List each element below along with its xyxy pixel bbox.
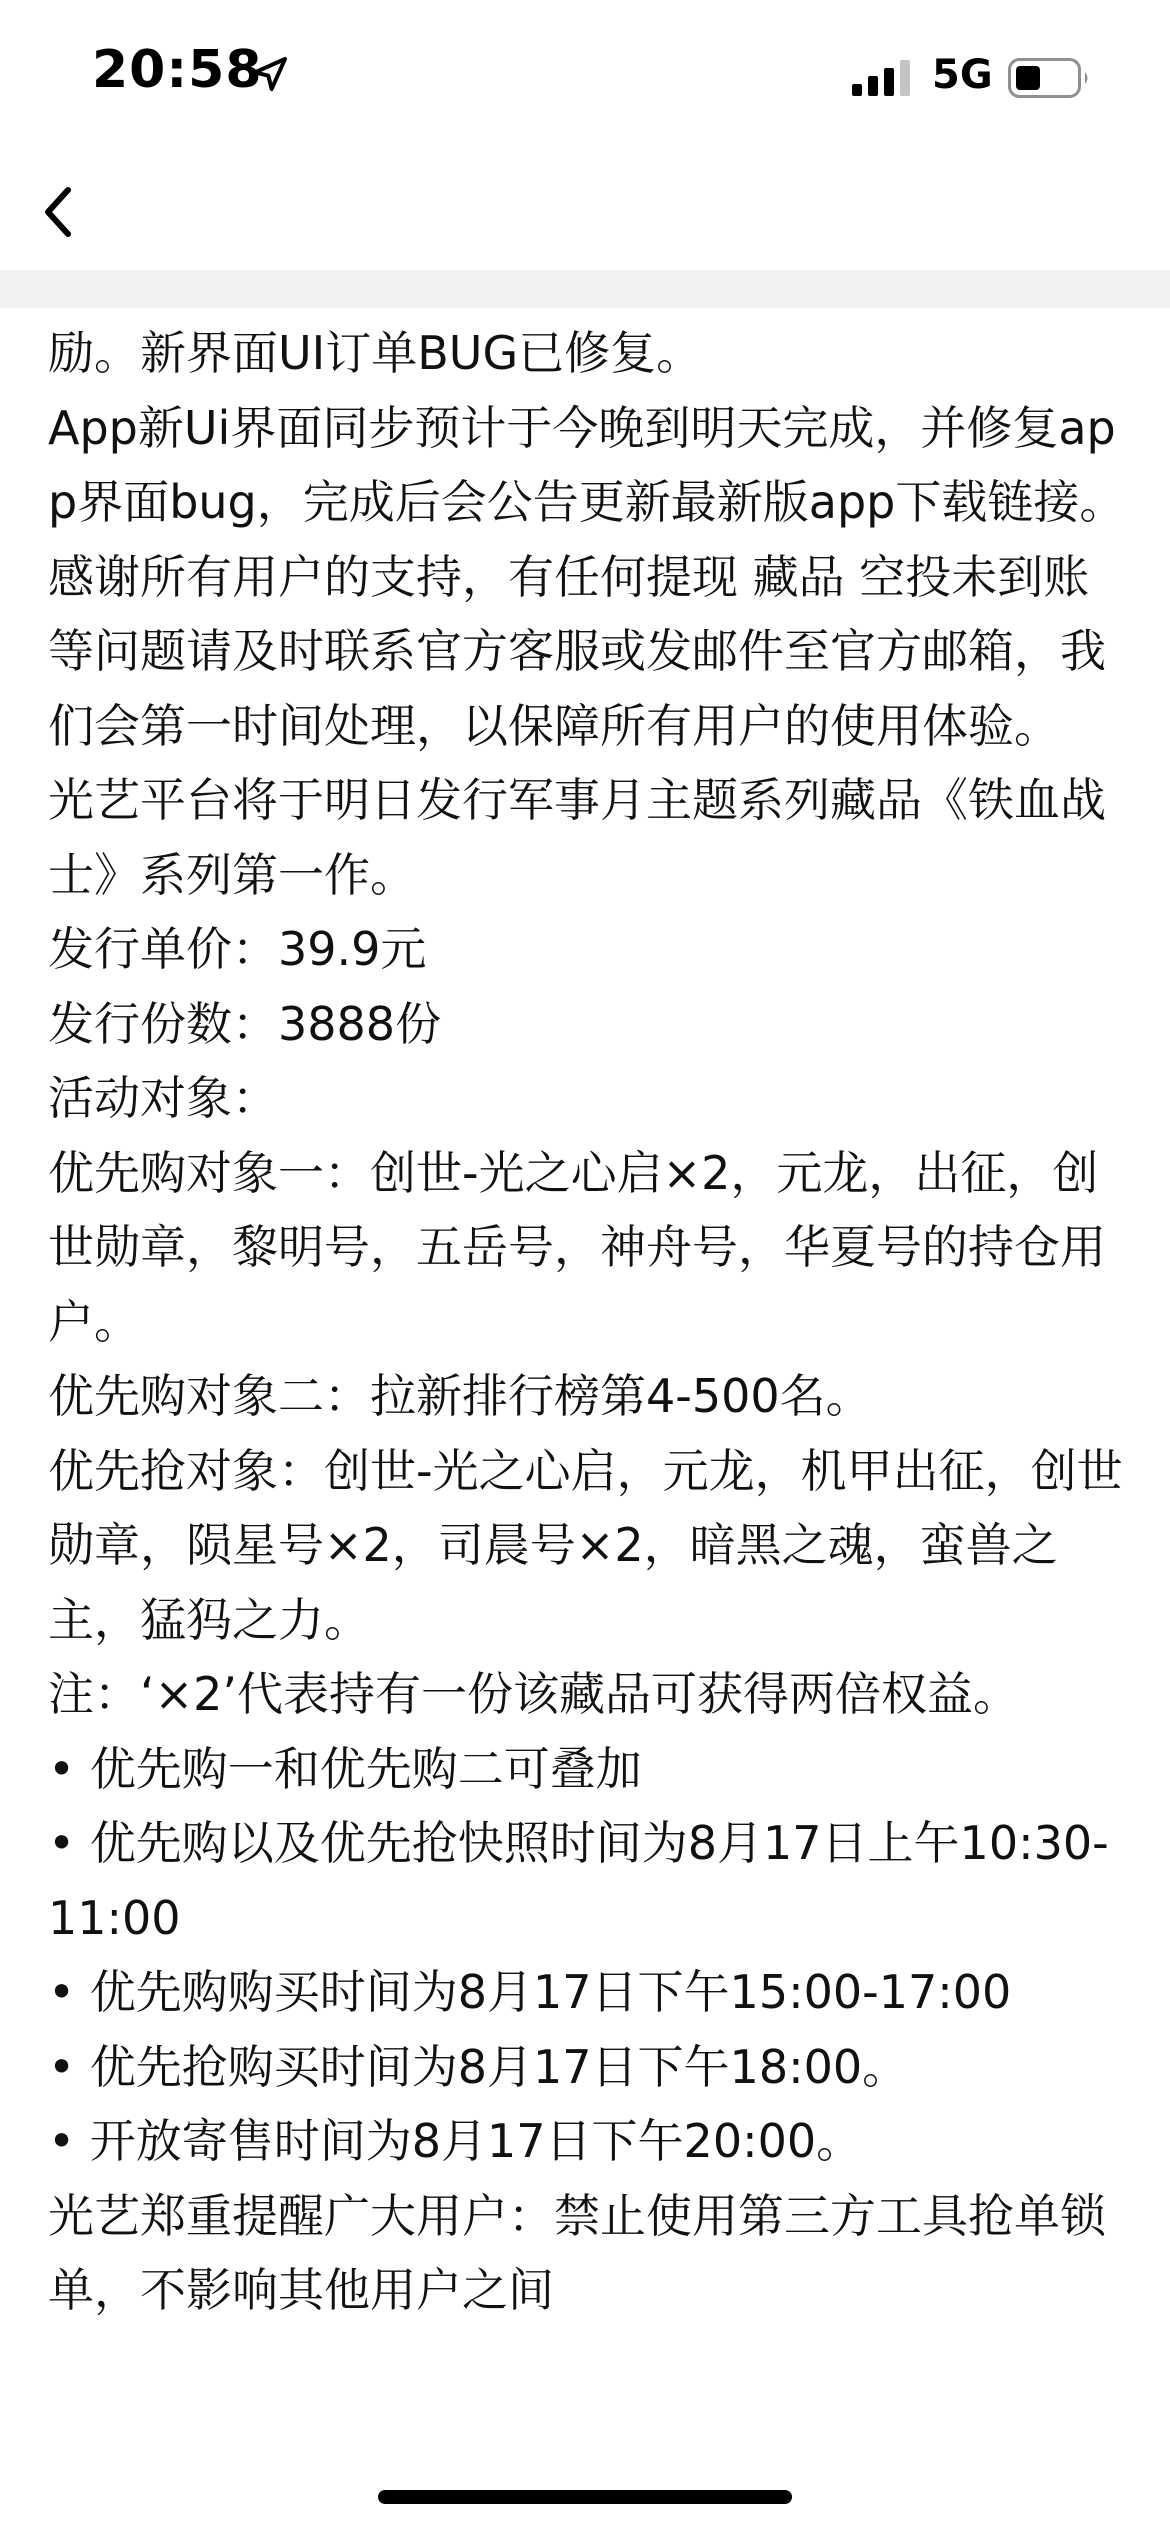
back-button[interactable] [30,166,110,256]
bullet-item: • 开放寄售时间为8月17日下午20:00。 [48,2114,863,2168]
chevron-left-icon [30,166,110,256]
activity-targets-heading: 活动对象： [48,1071,278,1125]
status-bar [0,0,1170,150]
article-note: 注：‘×2’代表持有一份该藏品可获得两倍权益。 [48,1667,1020,1721]
bullet-item: • 优先抢购买时间为8月17日下午18:00。 [48,2039,909,2094]
location-arrow-icon [250,54,290,94]
article-body [48,316,1128,2486]
article-paragraph: App新Ui界面同步预计于今晚到明天完成，并修复app界面bug，完成后会公告更新最新版app下载链接。 [48,400,1126,529]
status-time: 20:58 [92,40,263,100]
bullet-item: • 优先购一和优先购二可叠加 [48,1741,642,1796]
article-paragraph: 感谢所有用户的支持，有任何提现 藏品 空投未到账等问题请及时联系官方客服或发邮件至官方邮箱，我们会第一时间处理，以保障所有用户的使用体验。 [48,549,1106,753]
issue-quantity: 发行份数：3888份 [48,996,442,1051]
issue-price: 发行单价：39.9元 [48,922,427,976]
bullet-item: • 优先购以及优先抢快照时间为8月17日上午10:30-11:00 [48,1816,1109,1945]
article-paragraph: 光艺郑重提醒广大用户：禁止使用第三方工具抢单锁单，不影响其他用户之间 [48,2188,1106,2317]
article-paragraph: 优先抢对象：创世-光之心启，元龙，机甲出征，创世勋章，陨星号×2，司晨号×2，暗黑之魂，蛮兽之主，猛犸之力。 [48,1443,1123,1647]
home-indicator[interactable] [378,2490,792,2504]
header-divider [0,270,1170,308]
article-paragraph: 优先购对象二：拉新排行榜第4-500名。 [48,1369,872,1423]
navigation-bar [0,150,1170,270]
article-paragraph: 光艺平台将于明日发行军事月主题系列藏品《铁血战士》系列第一作。 [48,773,1106,902]
article-paragraph: 励。新界面UI订单BUG已修复。 [48,326,703,380]
network-type: 5G [932,52,993,98]
battery-icon [1008,58,1092,98]
cellular-signal-icon [852,60,912,96]
bullet-item: • 优先购购买时间为8月17日下午15:00-17:00 [48,1965,1012,2019]
article-paragraph: 优先购对象一：创世-光之心启×2，元龙，出征，创世勋章，黎明号，五岳号，神舟号，华夏号的持仓用户。 [48,1145,1106,1349]
